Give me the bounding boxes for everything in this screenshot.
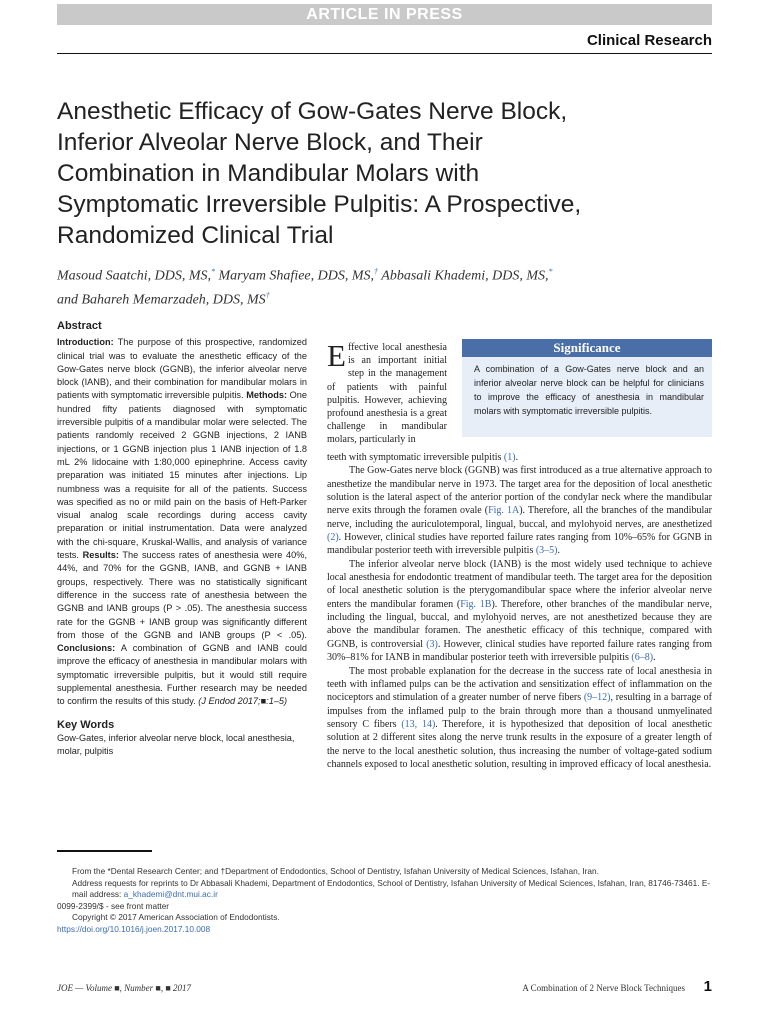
author-mark: † <box>374 267 379 276</box>
drop-cap: E <box>327 338 346 373</box>
body-text: ). Therefore, all the branches of the mandibular nerve, including the auriculotemporal, lingual, buccal, and mylohyoid nerves, are anesthetized <box>327 505 712 530</box>
significance-heading: Significance <box>462 339 712 357</box>
body-text: , resulting in a barrage of impulses from the inflamed pulp to the brain through more than a thousand unmyelinated sensory C fibers <box>327 692 712 730</box>
body-paragraph <box>327 464 712 557</box>
intro-paragraph-start <box>327 338 447 447</box>
abstract-citation: (J Endod 2017;■:1–5) <box>198 696 288 707</box>
body-paragraph <box>327 451 712 464</box>
abstract-methods: One hundred fifty patients diagnosed with symptomatic irreversible pulpitis of a mandibular molar were selected. The patients randomly received 2 GGNB injections, 2 IANB injections, or 1 GGNB injection plus 1 IANB injection of 1.8 mL 2% lidocaine with 1:80,000 epinephrine. Access cavity preparation was initiated 15 minutes after injections. Lip numbness was a requisite for all of the patients. Success was specified as no or mild pain on the basis of Heft-Parker visual analog scale recordings during access cavity preparation or initial instrumentation. Data were analyzed with the chi-square, Kruskal-Wallis, and analysis of variance tests. <box>57 390 307 561</box>
reference-link[interactable]: (13, 14) <box>401 718 436 730</box>
article-in-press-banner: ARTICLE IN PRESS <box>57 4 712 25</box>
abstract-intro-label: Introduction: <box>57 337 114 348</box>
author-mark: * <box>211 267 215 276</box>
article-title <box>57 96 677 251</box>
figure-link[interactable]: Fig. 1A <box>488 505 520 517</box>
body-text: . Therefore, it is hypothesized that deposition of local anesthetic solution at 2 different sites along the nerve trunk results in the exposure of a greater length of the nerve to the local anesthetic solution, thus increasing the number of voltage-gated sodium channels exposed to local anesthetic solution, resulting in improved efficacy of local anesthesia. <box>327 718 712 770</box>
reference-link[interactable]: (3–5) <box>535 545 558 557</box>
body-text: . <box>557 545 561 557</box>
reference-link[interactable]: (6–8) <box>631 652 654 664</box>
reference-link[interactable]: (1) <box>503 452 516 463</box>
body-text: . <box>653 652 656 664</box>
significance-text: A combination of a Gow-Gates nerve block and an inferior alveolar nerve block can be helpful for clinicians to improve the efficacy of anesthesia in mandibular molars with symptomatic irreversible pulpitis. <box>474 364 704 416</box>
affiliation-note: From the *Dental Research Center; and †Department of Endodontics, School of Dentistry, Isfahan University of Medical Sciences, Isfahan, Iran. <box>72 866 599 876</box>
author-mark: † <box>265 290 270 300</box>
body-text: . <box>515 452 519 463</box>
body-text: The inferior alveolar nerve block (IANB) is the most widely used technique to achieve local anesthesia for endodontic treatment of mandibular teeth. The target area for the deposition of local anesthetic solution is the pterygomandibular space where the inferior alveolar nerve enters the mandibular foramen ( <box>327 558 712 610</box>
body-text: ). Therefore, other branches of the mandibular nerve, including the lingual, buccal, and mylohyoid nerves, are not anesthetized because they are above the mandibular foramen. The anesthetic efficacy of this technique, compared with GGNB, is controversial <box>327 598 713 650</box>
body-text: The most probable explanation for the decrease in the success rate of local anesthesia in teeth with inflamed pulps can be the activation and sensitization effect of inflammation on the nociceptors and stimulation of a greater number of nerve fibers <box>327 665 712 704</box>
abstract-heading: Abstract <box>57 320 102 332</box>
footnotes <box>57 866 717 936</box>
abstract-results: The success rates of anesthesia were 40%, 44%, and 70% for the GGNB, IANB, and GGNB + IANB groups, respectively. There was no statistically significant difference in the success rate of anesthesia between the GGNB and IANB groups (P > .05). The anesthesia success rate for the GGNB + IANB group was significantly different from those of the GGNB and IANB groups (P < .05). <box>57 550 307 640</box>
address-text: Address requests for reprints to Dr Abbasali Khademi, Department of Endodontics, School of Dentistry, Isfahan University of Medical Sciences, Isfahan, Iran, 81746-73461. E-mail address: <box>72 877 711 900</box>
author-mark: * <box>548 267 553 276</box>
email-link[interactable]: a_khademi@dnt.mui.ac.ir <box>123 889 218 900</box>
author-name: and Bahareh Memarzadeh, DDS, MS <box>57 292 266 308</box>
author-name: Masoud Saatchi, DDS, MS, <box>57 268 211 284</box>
author-list <box>57 262 697 309</box>
author-name: Abbasali Khademi, DDS, MS, <box>381 268 549 284</box>
title-line: Randomized Clinical Trial <box>57 222 334 249</box>
copyright-note: Copyright © 2017 American Association of Endodontists. <box>72 912 280 923</box>
keywords-text: Gow-Gates, inferior alveolar nerve block, local anesthesia, molar, pulpitis <box>57 732 295 757</box>
abstract-conclusions: A combination of GGNB and IANB could improve the efficacy of anesthesia in mandibular molars with symptomatic irreversible pulpitis, but it would still require supplemental anesthesia. Further research may be needed to confirm the results of this study. <box>57 643 307 707</box>
abstract-intro: The purpose of this prospective, randomized clinical trial was to evaluate the anesthetic efficacy of the Gow-Gates nerve block (GGNB), the inferior alveolar nerve block (IANB), and their combination for mandibular molars in patients with symptomatic irreversible pulpitis. <box>57 337 307 401</box>
page-number: 1 <box>703 978 712 995</box>
body-column <box>327 451 712 771</box>
body-paragraph <box>327 665 712 772</box>
title-line: Symptomatic Irreversible Pulpitis: A Prospective, <box>57 191 582 218</box>
journal-footer: JOE — Volume ■, Number ■, ■ 2017 <box>57 983 192 993</box>
issn-note: 0099-2399/$ - see front matter <box>57 900 170 911</box>
running-title: A Combination of 2 Nerve Block Techniques <box>522 983 685 993</box>
reference-link[interactable]: (9–12) <box>583 692 611 704</box>
reference-link[interactable]: (2) <box>327 532 339 544</box>
intro-text: ffective local anesthesia is an important initial step in the management of patients with painful pulpitis. However, achieving profound anesthesia is a great challenge in mandibular molars, particularly in <box>327 342 447 446</box>
body-paragraph <box>327 558 712 665</box>
abstract-conclusions-label: Conclusions: <box>57 643 116 654</box>
body-text: The Gow-Gates nerve block (GGNB) was first introduced as a true alternative approach to anesthetize the mandibular nerve in 1973. The target area for the deposition of local anesthetic solution is the lateral aspect of the anterior portion of the condylar neck where the mandibular nerve exits through the foramen ovale ( <box>327 465 712 517</box>
reference-link[interactable]: (3) <box>426 638 438 650</box>
title-line: Anesthetic Efficacy of Gow-Gates Nerve Block, <box>57 98 568 125</box>
title-line: Combination in Mandibular Molars with <box>57 160 480 187</box>
keywords-heading: Key Words <box>57 718 115 731</box>
author-name: Maryam Shafiee, DDS, MS, <box>218 268 375 284</box>
body-text: teeth with symptomatic irreversible pulpitis <box>327 452 504 463</box>
header-rule <box>57 53 712 54</box>
footnote-rule <box>57 850 152 852</box>
abstract-results-label: Results: <box>82 550 119 561</box>
abstract-text <box>57 336 307 708</box>
title-line: Inferior Alveolar Nerve Block, and Their <box>57 129 483 156</box>
significance-box <box>462 339 712 437</box>
body-text: . However, clinical studies have reported failure rates ranging from 30%–81% for IANB in mandibular posterior teeth with irreversible pulpitis <box>327 638 712 664</box>
abstract-column <box>57 320 307 759</box>
doi-link[interactable]: https://doi.org/10.1016/j.joen.2017.10.008 <box>57 923 211 934</box>
abstract-methods-label: Methods: <box>246 390 288 401</box>
body-text: . However, clinical studies have reported failure rates ranging from 10%–65% for GGNB in mandibular posterior teeth with irreversible pulpitis <box>327 532 712 557</box>
address-note <box>57 878 717 901</box>
section-label: Clinical Research <box>586 32 712 49</box>
figure-link[interactable]: Fig. 1B <box>460 598 492 610</box>
